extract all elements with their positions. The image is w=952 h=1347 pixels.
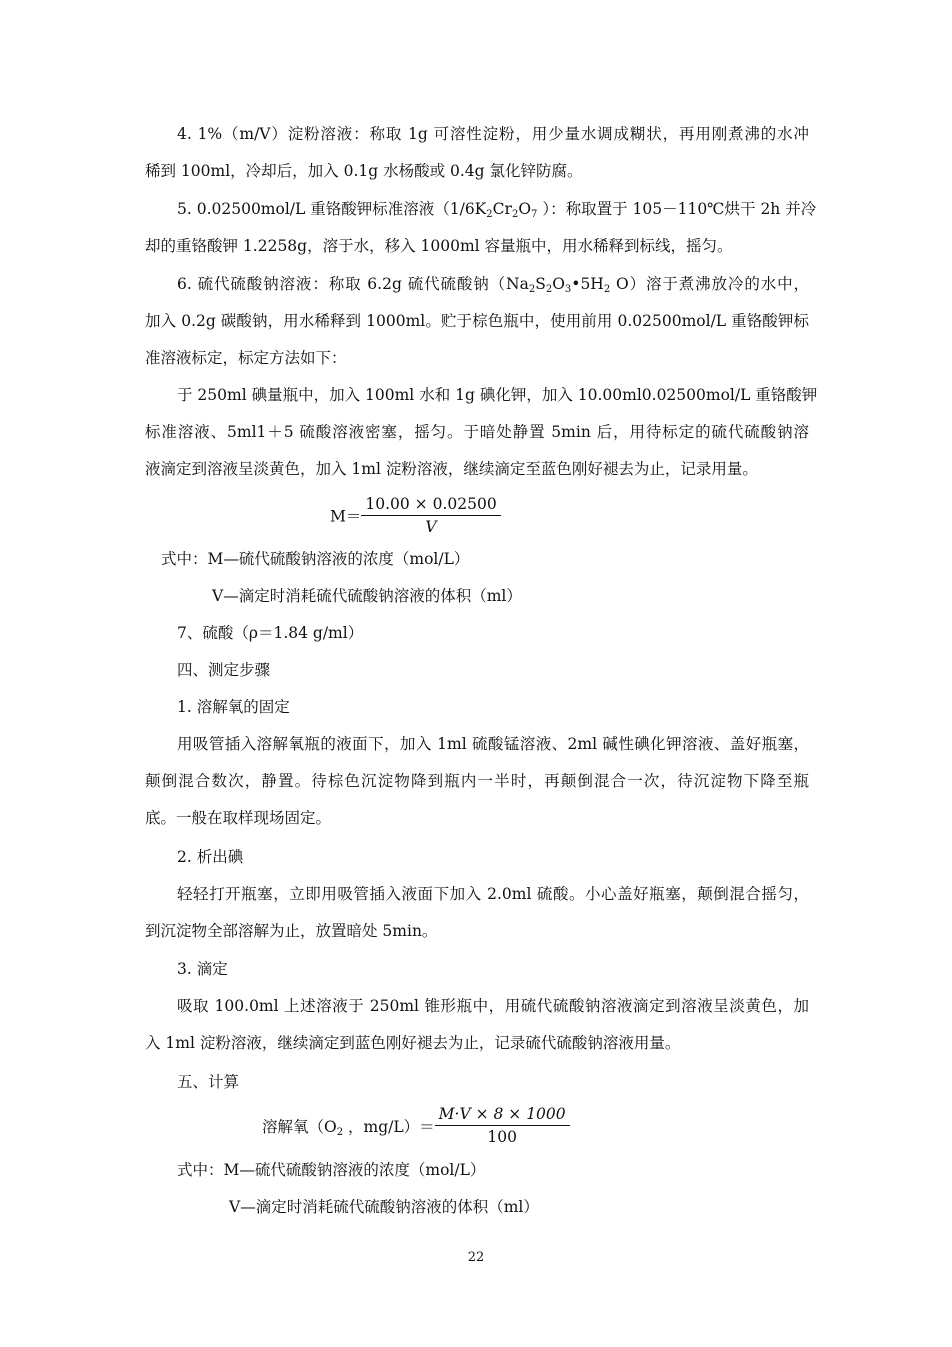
step-title-iodine: 2. 析出碘 — [177, 848, 244, 866]
calibration-procedure — [145, 377, 818, 488]
where-m-1: 式中：M—硫代硫酸钠溶液的浓度（mol/L） — [161, 550, 470, 568]
step-iodine-text — [145, 876, 809, 950]
text-line: 5. 0.02500mol/L 重铬酸钾标准溶液（$1/6K_2Cr_2O_7$ ）：称取置于 105－110℃烘干 2h 并冷 — [177, 200, 817, 220]
section-title-calculation: 五、计算 — [177, 1073, 240, 1091]
formula-dissolved-oxygen — [262, 1103, 570, 1148]
formula-lhs: M＝ — [330, 507, 362, 526]
text-line: 颠倒混合数次，静置。待棕色沉淀物降到瓶内一半时，再颠倒混合一次，待沉淀物下降至瓶 — [145, 772, 809, 790]
text-line: 4. 1%（m/V）淀粉溶液：称取 1g 可溶性淀粉，用少量水调成糊状，再用刚煮沸的水冲 — [177, 125, 809, 143]
item-sulfuric-acid: 7、硫酸（ρ＝1.84 g/ml） — [177, 624, 364, 642]
step-title-titration: 3. 滴定 — [177, 960, 228, 978]
formula-lhs: 溶解氧（$O_2$ ，mg/L）＝ — [262, 1117, 435, 1138]
text-line: 轻轻打开瓶塞，立即用吸管插入液面下加入 2.0ml 硫酸。小心盖好瓶塞，颠倒混合摇匀， — [177, 885, 809, 903]
numerator: 10.00 × 0.02500 — [361, 493, 500, 516]
numerator: M·V × 8 × 1000 — [435, 1103, 570, 1126]
text-line: 用吸管插入溶解氧瓶的液面下，加入 1ml 硫酸锰溶液、2ml 碱性碘化钾溶液、盖好瓶塞， — [177, 735, 809, 753]
fraction — [361, 493, 500, 538]
where-m-2: 式中：M—硫代硫酸钠溶液的浓度（mol/L） — [177, 1161, 486, 1179]
where-v-2: V—滴定时消耗硫代硫酸钠溶液的体积（ml） — [229, 1198, 539, 1216]
item-thiosulfate-solution — [145, 266, 809, 377]
text-line: 稀到 100ml，冷却后，加入 0.1g 水杨酸或 0.4g 氯化锌防腐。 — [145, 162, 583, 180]
text-line: 准溶液标定，标定方法如下： — [145, 349, 347, 367]
section-title-procedure: 四、测定步骤 — [177, 661, 271, 679]
item-starch-solution — [145, 116, 809, 190]
text-line: 却的重铬酸钾 1.2258g，溶于水，移入 1000ml 容量瓶中，用水稀释到标线，摇匀。 — [145, 237, 733, 255]
formula-concentration — [330, 493, 501, 538]
text-line: 于 250ml 碘量瓶中，加入 100ml 水和 1g 碘化钾，加入 10.00ml0.02500mol/L 重铬酸钾 — [177, 386, 818, 404]
denominator: 100 — [487, 1128, 517, 1146]
text-line: 吸取 100.0ml 上述溶液于 250ml 锥形瓶中，用硫代硫酸钠溶液滴定到溶液呈淡黄色，加 — [177, 997, 809, 1015]
text-line: 底。一般在取样现场固定。 — [145, 809, 332, 827]
text-line: 标准溶液、5ml1＋5 硫酸溶液密塞，摇匀。于暗处静置 5min 后，用待标定的硫代硫酸钠溶 — [145, 423, 809, 441]
text-line: 到沉淀物全部溶解为止，放置暗处 5min。 — [145, 922, 438, 940]
denominator: V — [425, 518, 437, 536]
step-fixation-text — [145, 726, 809, 837]
fraction — [435, 1103, 570, 1148]
item-dichromate-standard — [145, 191, 817, 265]
step-titration-text — [145, 988, 809, 1062]
text-line: 入 1ml 淀粉溶液，继续滴定到蓝色刚好褪去为止，记录硫代硫酸钠溶液用量。 — [145, 1034, 681, 1052]
step-title-fixation: 1. 溶解氧的固定 — [177, 698, 290, 716]
page-number: 22 — [467, 1250, 485, 1265]
where-v-1: V—滴定时消耗硫代硫酸钠溶液的体积（ml） — [212, 587, 522, 605]
text-line: 液滴定到溶液呈淡黄色，加入 1ml 淀粉溶液，继续滴定至蓝色刚好褪去为止，记录用量。 — [145, 460, 758, 478]
text-line: 6. 硫代硫酸钠溶液：称取 6.2g 硫代硫酸钠（$Na_2S_2O_3•5H_2$ O）溶于煮沸放冷的水中， — [177, 275, 809, 295]
text-line: 加入 0.2g 碳酸钠，用水稀释到 1000ml。贮于棕色瓶中，使用前用 0.02500mol/L 重铬酸钾标 — [145, 312, 809, 330]
